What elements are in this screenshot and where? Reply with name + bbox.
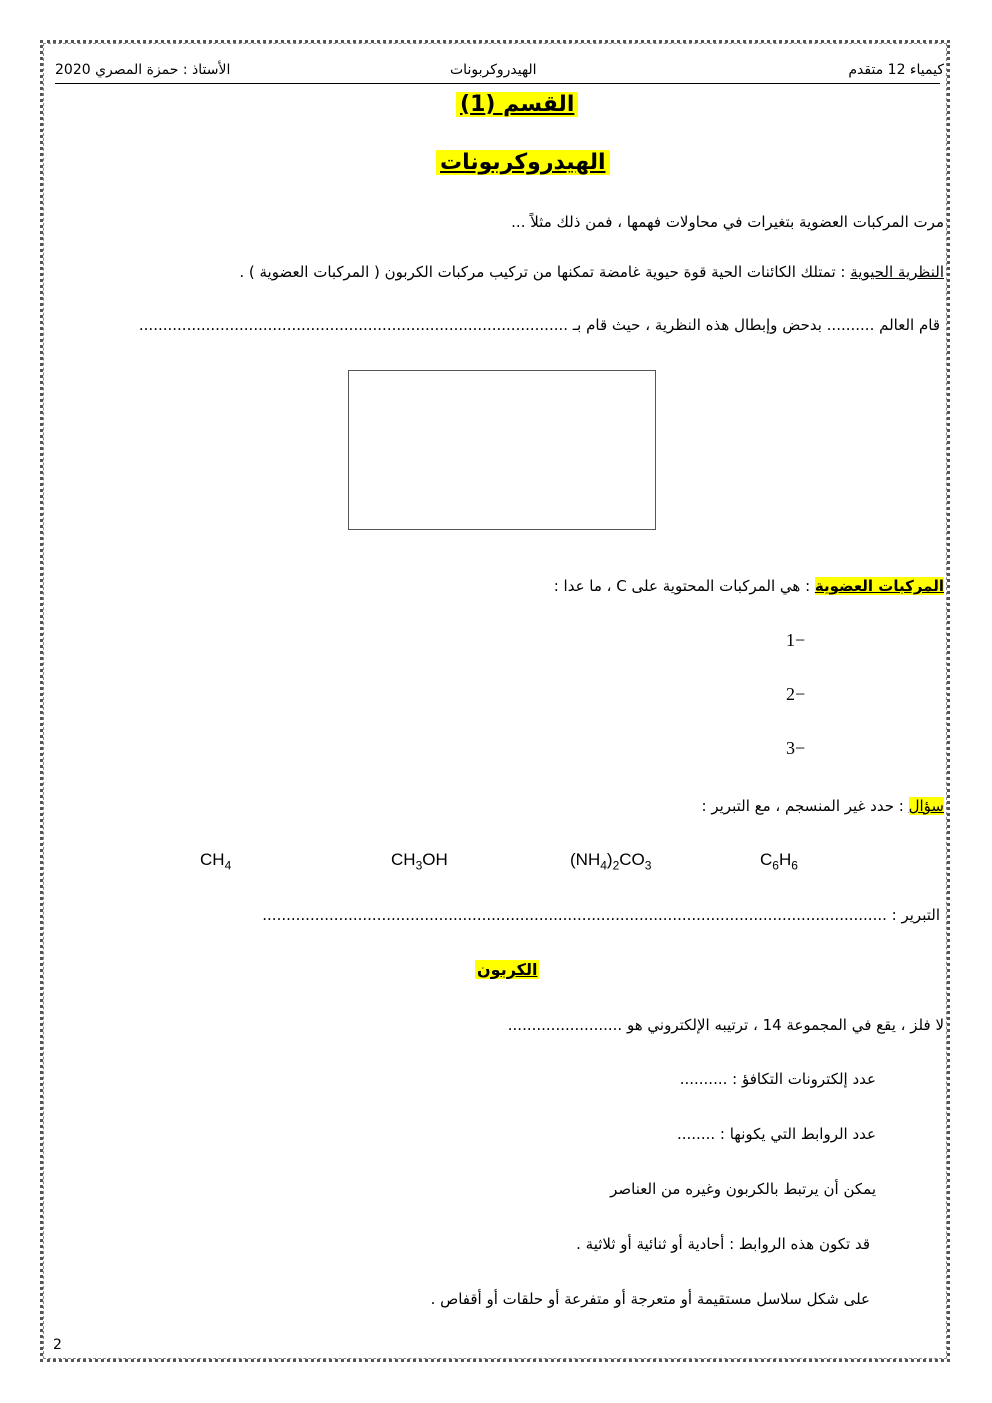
carbon-title: الكربون: [477, 960, 538, 979]
carbon-line: قد تكون هذه الروابط : أحادية أو ثنائية أو ثلاثية .: [576, 1235, 870, 1253]
header-topic: الهيدروكربونات: [450, 62, 537, 78]
carbon-line: على شكل سلاسل مستقيمة أو متعرجة أو متفرعة أو حلقات أو أقفاص .: [430, 1290, 870, 1308]
page-number: 2: [53, 1337, 62, 1353]
vitalism-definition: : تمتلك الكائنات الحية قوة حيوية غامضة تمكنها من تركيب مركبات الكربون ( المركبات العضوية ) .: [239, 263, 851, 281]
exception-item: 3−: [786, 738, 806, 758]
organic-term: المركبات العضوية: [814, 577, 944, 595]
formula-ch3oh: $CH_3OH$: [391, 850, 448, 873]
justification-line: التبرير : ...................................................................................................................................: [262, 906, 940, 924]
vitalism-line: [239, 263, 944, 281]
vitalism-term: النظرية الحيوية: [850, 263, 944, 281]
exception-item: 2−: [786, 684, 806, 704]
formula-ammonium-carbonate: $(NH_4)_2CO_3$: [570, 850, 652, 873]
answer-box: [348, 370, 656, 530]
section-title: القسم (1): [456, 92, 578, 117]
header-rule: [55, 83, 940, 84]
formula-ch4: $CH_4$: [200, 850, 232, 873]
formula-benzene: $C_6H_6$: [760, 850, 798, 873]
carbon-line: عدد إلكترونات التكافؤ : ..........: [679, 1070, 876, 1088]
question-text: : حدد غير المنسجم ، مع التبرير :: [701, 797, 909, 815]
organic-line: [554, 577, 944, 595]
scientist-line: قام العالم .......... بدحض وإبطال هذه النظرية ، حيث قام بـ ..........................................................................................: [138, 316, 940, 334]
question-label: سؤال: [908, 797, 944, 815]
organic-definition: : هي المركبات المحتوية على C ، ما عدا :: [553, 577, 815, 595]
exception-item: 1−: [786, 630, 806, 650]
carbon-line: عدد الروابط التي يكونها : ........: [676, 1125, 876, 1143]
carbon-line: يمكن أن يرتبط بالكربون وغيره من العناصر: [610, 1180, 876, 1198]
page-border-inner: [43, 43, 947, 1359]
main-title: الهيدروكربونات: [436, 150, 610, 175]
intro-text: مرت المركبات العضوية بتغيرات في محاولات فهمها ، فمن ذلك مثلاً ...: [511, 213, 944, 231]
question-line: [702, 797, 944, 815]
header-teacher: الأستاذ : حمزة المصري 2020: [55, 62, 231, 78]
carbon-line: لا فلز ، يقع في المجموعة 14 ، ترتيبه الإلكتروني هو ........................: [507, 1016, 944, 1034]
header-course: كيمياء 12 متقدم: [848, 62, 944, 78]
